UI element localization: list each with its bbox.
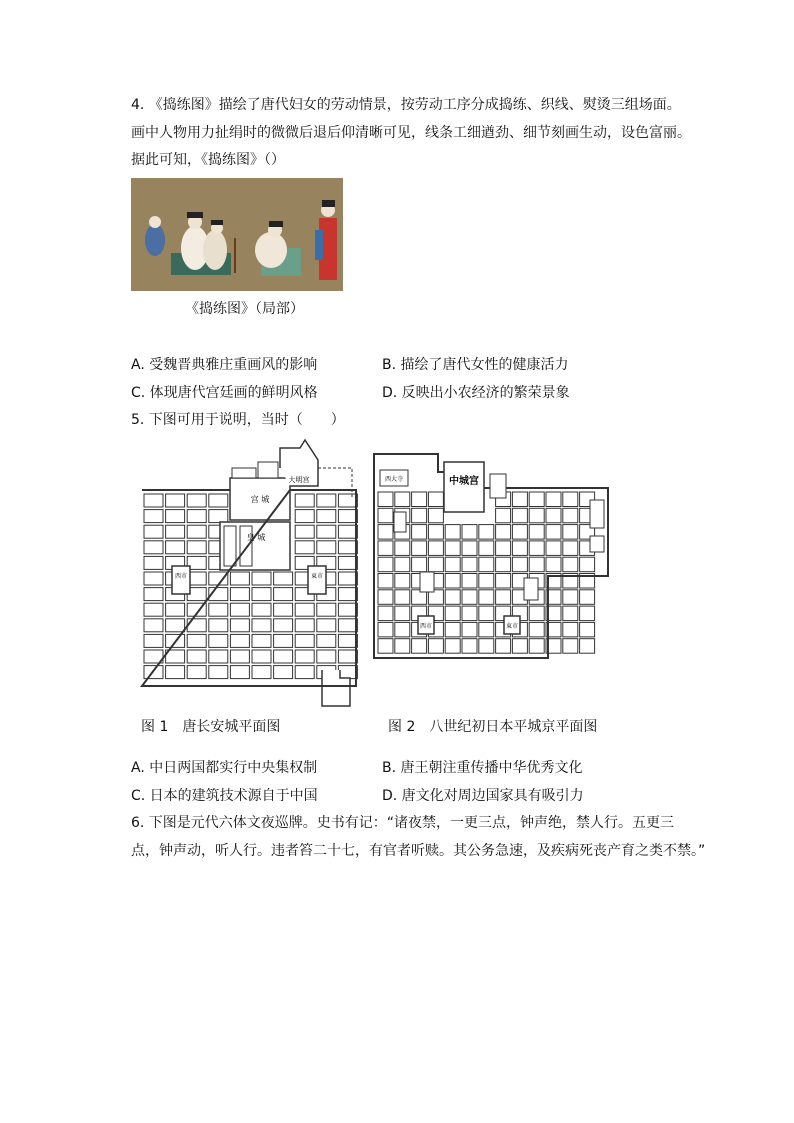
city-block [496,525,511,540]
city-block [378,574,393,589]
city-block [274,588,293,601]
city-block [144,541,163,554]
city-block [295,603,314,616]
city-block [479,557,494,572]
city-block [378,590,393,605]
fig1-label-imperial: 皇 城 [246,533,266,542]
city-block [395,574,410,589]
city-block [412,557,427,572]
city-block [295,619,314,632]
city-block [529,622,544,637]
city-block [230,666,249,679]
city-block [445,639,460,654]
city-block [187,510,206,523]
city-block [496,639,511,654]
city-block [512,508,527,523]
city-block [252,650,271,663]
city-block [462,639,477,654]
city-block [166,525,185,538]
city-block [395,622,410,637]
q4-option-d: D. 反映出小农经济的繁荣景象 [382,385,570,401]
city-block [338,525,357,538]
city-block [462,557,477,572]
city-block [166,603,185,616]
city-block [144,494,163,507]
q4-option-c: C. 体现唐代宫廷画的鲜明风格 [131,385,318,401]
city-block [395,590,410,605]
city-block [512,557,527,572]
city-block [209,619,228,632]
city-block [338,650,357,663]
q6-stem-line-1: 6. 下图是元代六体文夜巡牌。史书有记：“诸夜禁，一更三点，钟声绝，禁人行。五更三 [131,815,675,831]
city-block [230,619,249,632]
city-block [378,606,393,621]
city-block [378,508,393,523]
city-block [512,525,527,540]
city-block [546,508,561,523]
city-block [295,650,314,663]
city-block [479,525,494,540]
city-block [546,492,561,507]
city-block [209,572,228,585]
city-block [166,666,185,679]
city-block [563,508,578,523]
city-block [479,590,494,605]
city-block [317,510,336,523]
city-block [317,603,336,616]
fig1-label-east-market: 東市 [310,573,324,580]
changan-map [140,438,360,710]
city-block [445,574,460,589]
city-block [563,541,578,556]
city-block [378,492,393,507]
q4-option-a: A. 受魏晋典雅庄重画风的影响 [131,357,318,373]
fig1-label-west-market: 西市 [174,573,188,580]
city-block [338,541,357,554]
city-block [529,606,544,621]
city-block [274,603,293,616]
city-block [529,508,544,523]
city-block [295,666,314,679]
city-block [580,557,595,572]
q5-stem: 5. 下图可用于说明，当时（ ） [131,412,345,428]
city-block [378,622,393,637]
city-block [144,525,163,538]
city-block [144,510,163,523]
city-block [496,508,511,523]
city-block [462,590,477,605]
city-block [462,574,477,589]
q5-option-b: B. 唐王朝注重传播中华优秀文化 [382,760,583,776]
city-block [395,639,410,654]
q4-stem-line-3: 据此可知，《捣练图》（） [131,152,285,168]
city-block [445,622,460,637]
city-block [378,541,393,556]
city-block [209,666,228,679]
city-block [187,494,206,507]
city-block [378,557,393,572]
city-block [428,639,443,654]
city-block [338,634,357,647]
fig2-label-east-market: 東市 [505,623,519,630]
city-block [563,492,578,507]
daolian-painting-image [131,178,343,291]
city-block [395,557,410,572]
city-block [479,541,494,556]
city-block [166,541,185,554]
city-block [378,525,393,540]
city-block [496,590,511,605]
q5-option-c: C. 日本的建筑技术源自于中国 [131,788,318,804]
q4-option-b: B. 描绘了唐代女性的健康活力 [382,357,569,373]
city-block [274,572,293,585]
city-block [428,557,443,572]
city-block [563,622,578,637]
city-block [209,650,228,663]
fig1-label-palace: 宫 城 [250,495,270,504]
city-block [512,541,527,556]
city-block [317,650,336,663]
city-block [529,492,544,507]
city-block [529,541,544,556]
city-block [187,525,206,538]
city-block [412,525,427,540]
city-block [338,510,357,523]
city-block [230,572,249,585]
city-block [428,508,443,523]
city-block [252,572,271,585]
city-block [274,634,293,647]
city-block [252,634,271,647]
city-block [144,619,163,632]
city-block [529,639,544,654]
city-block [209,510,228,523]
city-block [412,639,427,654]
city-block [445,525,460,540]
city-block [166,494,185,507]
city-block [187,666,206,679]
city-block [317,634,336,647]
city-block [230,650,249,663]
q6-stem-line-2: 点，钟声动，听人行。违者笞二十七，有官者听赎。其公务急速，及疾病死丧产育之类不禁。” [131,843,706,859]
city-block [462,622,477,637]
city-block [479,622,494,637]
city-block [295,541,314,554]
city-block [479,639,494,654]
city-block [479,574,494,589]
city-block [445,541,460,556]
city-block [462,525,477,540]
city-block [412,492,427,507]
city-block [252,619,271,632]
city-block [274,666,293,679]
city-block [144,603,163,616]
city-block [230,603,249,616]
city-block [317,619,336,632]
city-block [338,494,357,507]
fig2-caption: 图 2 八世纪初日本平城京平面图 [388,719,598,735]
city-block [462,606,477,621]
city-block [252,588,271,601]
city-block [338,666,357,679]
heijokyo-map [372,452,612,662]
city-block [230,634,249,647]
q5-option-a: A. 中日两国都实行中央集权制 [131,760,318,776]
city-block [187,634,206,647]
fig1-caption: 图 1 唐长安城平面图 [141,719,281,735]
city-block [496,541,511,556]
city-block [496,557,511,572]
fig1-label-daming: 大明宫 [288,476,310,484]
city-block [563,590,578,605]
city-block [338,572,357,585]
city-block [295,525,314,538]
city-block [428,525,443,540]
city-block [563,606,578,621]
city-block [546,557,561,572]
city-block [295,510,314,523]
city-block [462,541,477,556]
city-block [512,492,527,507]
city-block [580,606,595,621]
city-block [144,634,163,647]
q5-option-d: D. 唐文化对周边国家具有吸引力 [382,788,584,804]
city-block [445,557,460,572]
city-block [412,508,427,523]
fig2-label-palace: 中城宫 [449,476,479,487]
city-block [428,541,443,556]
city-block [479,606,494,621]
q4-stem-line-1: 4. 《捣练图》描绘了唐代妇女的劳动情景，按劳动工序分成捣练、织线、熨烫三组场面。 [131,97,681,113]
painting-caption: 《捣练图》（局部） [185,301,304,317]
city-block [144,588,163,601]
city-block [166,619,185,632]
city-block [338,603,357,616]
city-block [563,525,578,540]
city-block [496,574,511,589]
city-block [512,639,527,654]
city-block [395,492,410,507]
city-block [445,590,460,605]
city-block [317,494,336,507]
city-block [209,494,228,507]
city-block [187,650,206,663]
city-block [252,603,271,616]
city-block [580,622,595,637]
city-block [395,606,410,621]
city-block [317,541,336,554]
city-block [166,510,185,523]
fig2-label-saidaiji: 西大寺 [384,476,404,483]
city-block [252,666,271,679]
city-block [230,588,249,601]
city-block [378,639,393,654]
city-block [445,606,460,621]
city-block [395,541,410,556]
city-block [274,650,293,663]
city-block [317,525,336,538]
city-block [412,541,427,556]
fig2-label-west-market: 西市 [419,623,433,630]
city-block [580,590,595,605]
city-block [563,557,578,572]
city-block [428,492,443,507]
city-block [144,556,163,569]
city-block [563,639,578,654]
city-block [338,556,357,569]
city-block [546,525,561,540]
city-block [295,494,314,507]
city-block [209,634,228,647]
city-block [144,572,163,585]
city-block [546,541,561,556]
city-block [295,634,314,647]
city-block [274,619,293,632]
q4-stem-line-2: 画中人物用力扯绢时的微微后退后仰清晰可见，线条工细遒劲、细节刻画生动，设色富丽。 [131,125,691,141]
city-block [187,541,206,554]
city-block [338,588,357,601]
city-block [529,525,544,540]
city-block [529,557,544,572]
city-block [580,639,595,654]
city-block [209,603,228,616]
city-block [338,619,357,632]
